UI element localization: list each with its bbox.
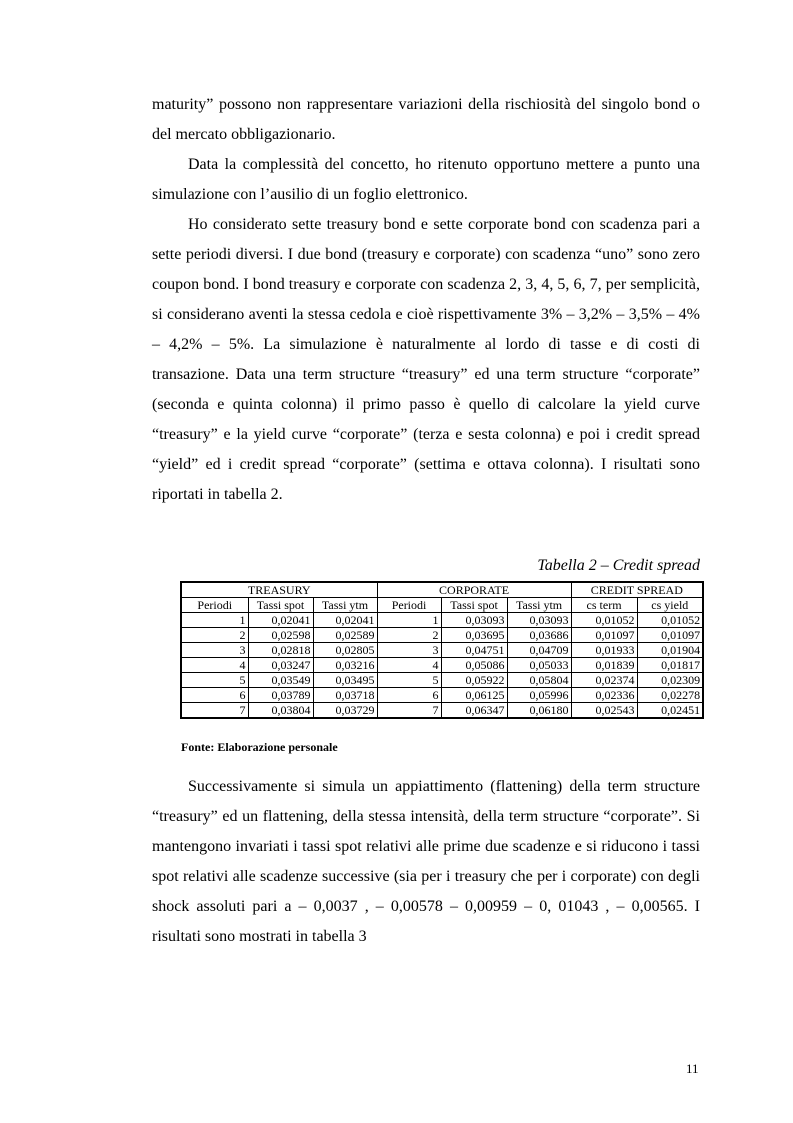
column-header: Periodi xyxy=(377,598,441,613)
table-cell: 0,01052 xyxy=(637,613,703,628)
group-header-credit-spread: CREDIT SPREAD xyxy=(571,582,703,598)
table-cell: 0,01817 xyxy=(637,658,703,673)
table-cell: 0,02805 xyxy=(313,643,377,658)
table-row xyxy=(181,703,703,719)
page-number: 11 xyxy=(686,1061,699,1076)
paragraph-continuation: maturity” possono non rappresentare variazioni della rischiosità del singolo bond o del mercato obbligazionario. xyxy=(152,96,700,143)
table-cell: 0,01097 xyxy=(637,628,703,643)
table-cell: 7 xyxy=(181,703,248,719)
table-cell: 6 xyxy=(181,688,248,703)
table-cell: 0,02336 xyxy=(571,688,637,703)
table-cell: 0,01904 xyxy=(637,643,703,658)
column-header: Periodi xyxy=(181,598,248,613)
table-cell: 0,03495 xyxy=(313,673,377,688)
table-cell: 0,01052 xyxy=(571,613,637,628)
table-row xyxy=(181,628,703,643)
table-cell: 3 xyxy=(181,643,248,658)
table-cell: 2 xyxy=(377,628,441,643)
table-caption: Tabella 2 – Credit spread xyxy=(537,557,700,574)
table-cell: 0,02309 xyxy=(637,673,703,688)
paragraph-intro: Data la complessità del concetto, ho ritenuto opportuno mettere a punto una simulazione con l’ausilio di un foglio elettronico. xyxy=(152,156,700,203)
table-row xyxy=(181,643,703,658)
table-row xyxy=(181,688,703,703)
table-row xyxy=(181,658,703,673)
table-cell: 0,05804 xyxy=(507,673,571,688)
table-cell: 1 xyxy=(181,613,248,628)
paragraph-simulation: Ho considerato sette treasury bond e sette corporate bond con scadenza pari a sette periodi diversi. I due bond (treasury e corporate) con scadenza “uno” sono zero coupon bond. I bond treasury e corporate con scadenza 2, 3, 4, 5, 6, 7, per semplicità, si considerano aventi la stessa cedola e cioè rispettivamente 3% – 3,2% – 3,5% – 4% – 4,2% – 5%. La simulazione è naturalmente al lordo di tasse e di costi di transazione. Data una term structure “treasury” ed una term structure “corporate” (seconda e quinta colonna) il primo passo è quello di calcolare la yield curve “treasury” e la yield curve “corporate” (terza e sesta colonna) e poi i credit spread “yield” ed i credit spread “corporate” (settima e ottava colonna). I risultati sono riportati in tabella 2. xyxy=(152,216,700,503)
table-cell: 0,03695 xyxy=(441,628,507,643)
table-cell: 0,03216 xyxy=(313,658,377,673)
column-header: Tassi spot xyxy=(441,598,507,613)
table-cell: 0,04751 xyxy=(441,643,507,658)
table-cell: 0,05086 xyxy=(441,658,507,673)
table-cell: 0,02451 xyxy=(637,703,703,719)
table-cell: 0,02374 xyxy=(571,673,637,688)
table-cell: 4 xyxy=(377,658,441,673)
column-header: Tassi ytm xyxy=(507,598,571,613)
table-cell: 0,06125 xyxy=(441,688,507,703)
column-header: cs term xyxy=(571,598,637,613)
table-cell: 0,01097 xyxy=(571,628,637,643)
table-column-header-row xyxy=(181,598,703,613)
table-row xyxy=(181,673,703,688)
table-cell: 1 xyxy=(377,613,441,628)
table-body xyxy=(181,613,703,719)
column-header: Tassi spot xyxy=(248,598,313,613)
table-cell: 0,03549 xyxy=(248,673,313,688)
column-header: cs yield xyxy=(637,598,703,613)
table-cell: 6 xyxy=(377,688,441,703)
table-cell: 4 xyxy=(181,658,248,673)
table-group-header-row xyxy=(181,582,703,598)
table-cell: 0,04709 xyxy=(507,643,571,658)
table-cell: 0,06180 xyxy=(507,703,571,719)
group-header-treasury: TREASURY xyxy=(181,582,377,598)
table-cell: 0,03093 xyxy=(507,613,571,628)
column-header: Tassi ytm xyxy=(313,598,377,613)
table-cell: 0,03093 xyxy=(441,613,507,628)
table-cell: 5 xyxy=(377,673,441,688)
table-cell: 7 xyxy=(377,703,441,719)
table-cell: 0,02278 xyxy=(637,688,703,703)
table-cell: 0,05033 xyxy=(507,658,571,673)
table-cell: 0,02589 xyxy=(313,628,377,643)
table-cell: 0,02041 xyxy=(248,613,313,628)
table-cell: 0,02543 xyxy=(571,703,637,719)
table-cell: 2 xyxy=(181,628,248,643)
paragraph-flattening: Successivamente si simula un appiattimento (flattening) della term structure “treasury” ed un flattening, della stessa intensità, della term structure “corporate”. Si mantengono invariati i tassi spot relativi alle prime due scadenze e si riducono i tassi spot relativi alle scadenze successive (sia per i treasury che per i corporate) con degli shock assoluti pari a – 0,0037 , – 0,00578 – 0,00959 – 0, 01043 , – 0,00565. I risultati sono mostrati in tabella 3 xyxy=(152,778,700,945)
table-cell: 0,05996 xyxy=(507,688,571,703)
credit-spread-table xyxy=(180,581,704,719)
table-cell: 0,05922 xyxy=(441,673,507,688)
table-cell: 0,01933 xyxy=(571,643,637,658)
table-cell: 0,03789 xyxy=(248,688,313,703)
group-header-corporate: CORPORATE xyxy=(377,582,571,598)
table-cell: 0,03804 xyxy=(248,703,313,719)
table-cell: 0,02041 xyxy=(313,613,377,628)
table-cell: 0,06347 xyxy=(441,703,507,719)
table-cell: 0,01839 xyxy=(571,658,637,673)
table-cell: 0,02818 xyxy=(248,643,313,658)
table-cell: 5 xyxy=(181,673,248,688)
table-cell: 0,02598 xyxy=(248,628,313,643)
table-row xyxy=(181,613,703,628)
table-cell: 0,03686 xyxy=(507,628,571,643)
table-source: Fonte: Elaborazione personale xyxy=(181,740,338,754)
table-cell: 0,03729 xyxy=(313,703,377,719)
table-cell: 3 xyxy=(377,643,441,658)
table-cell: 0,03247 xyxy=(248,658,313,673)
table-cell: 0,03718 xyxy=(313,688,377,703)
